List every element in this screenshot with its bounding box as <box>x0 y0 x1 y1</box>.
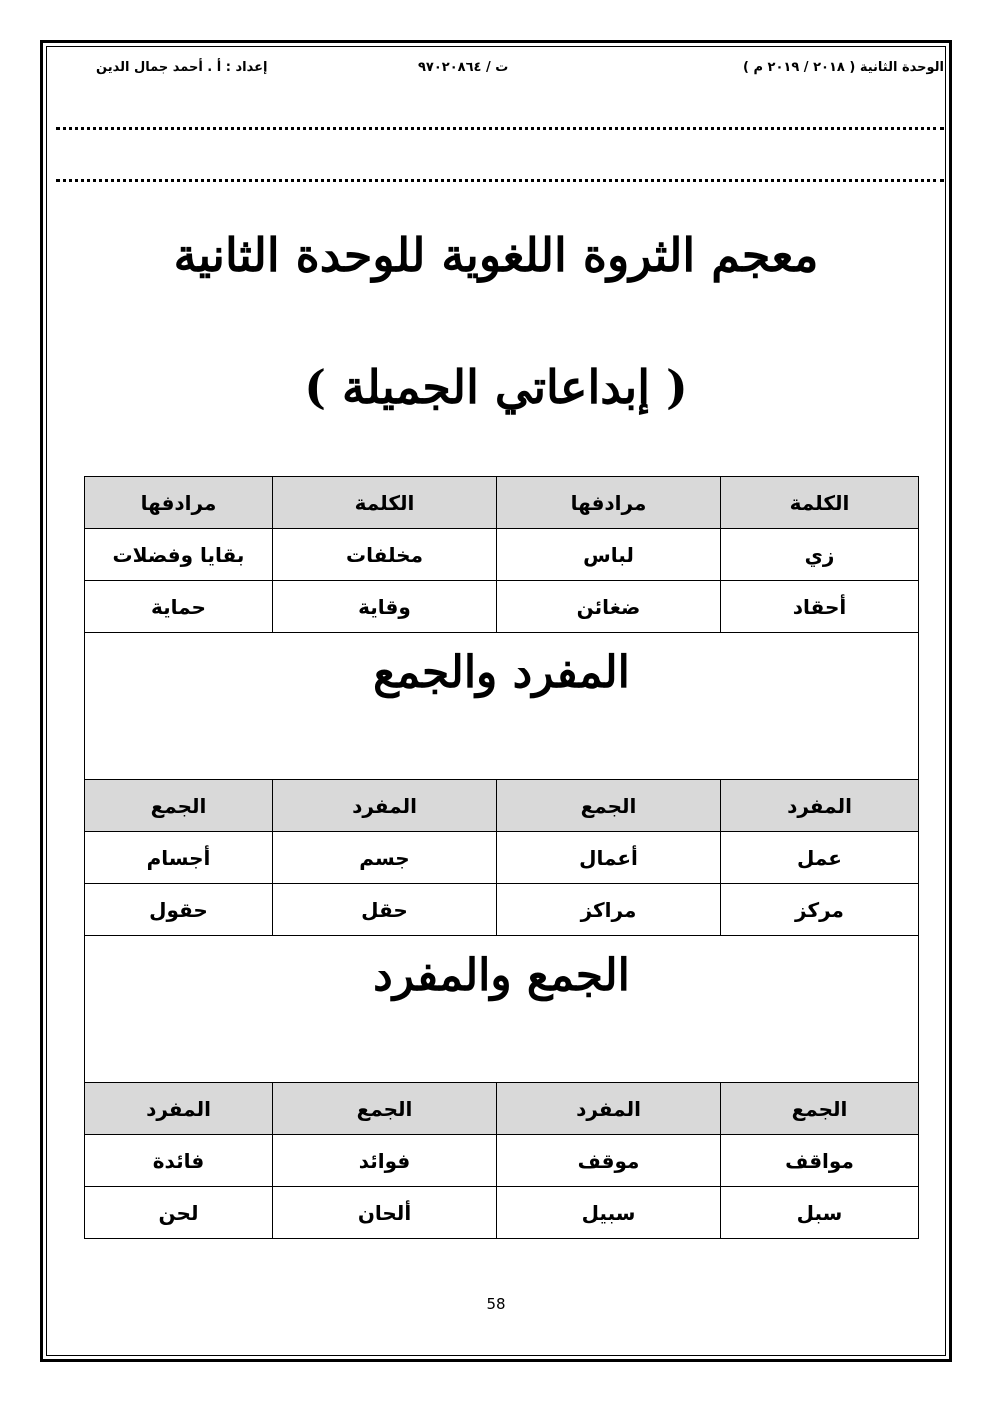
section-row <box>85 936 919 1083</box>
header-cell: الجمع <box>273 1083 497 1135</box>
header-cell: الكلمة <box>273 477 497 529</box>
table-cell: موقف <box>497 1135 721 1187</box>
table-cell: لحن <box>85 1187 273 1239</box>
header-author-label: إعداد : أ . أحمد جمال الدين <box>96 60 268 75</box>
header-cell: المفرد <box>85 1083 273 1135</box>
dotted-line-2 <box>56 179 944 182</box>
table-cell: أحقاد <box>721 581 919 633</box>
table-cell: سبل <box>721 1187 919 1239</box>
section-row <box>85 633 919 780</box>
table-cell: ضغائن <box>497 581 721 633</box>
header-cell: المفرد <box>721 780 919 832</box>
page-number: 58 <box>486 1295 506 1313</box>
synonyms-header-row <box>85 477 919 529</box>
table-cell: فوائد <box>273 1135 497 1187</box>
table-cell: أعمال <box>497 832 721 884</box>
table-row <box>85 884 919 936</box>
table-cell: وقاية <box>273 581 497 633</box>
page-title: معجم الثروة اللغوية للوحدة الثانية <box>173 228 819 282</box>
table-cell: بقايا وفضلات <box>85 529 273 581</box>
table-row <box>85 529 919 581</box>
header-cell: الجمع <box>721 1083 919 1135</box>
table-cell: حقل <box>273 884 497 936</box>
table-cell: مواقف <box>721 1135 919 1187</box>
table-cell: حماية <box>85 581 273 633</box>
table-cell: مراكز <box>497 884 721 936</box>
vocabulary-table <box>84 476 919 1239</box>
table-cell: مركز <box>721 884 919 936</box>
header-cell: الجمع <box>497 780 721 832</box>
table-row <box>85 1187 919 1239</box>
table-cell: سبيل <box>497 1187 721 1239</box>
table-cell: حقول <box>85 884 273 936</box>
table-cell: زي <box>721 529 919 581</box>
table-row <box>85 1135 919 1187</box>
table-cell: مخلفات <box>273 529 497 581</box>
table-row <box>85 832 919 884</box>
table-cell: عمل <box>721 832 919 884</box>
table-cell: فائدة <box>85 1135 273 1187</box>
header-cell: مرادفها <box>85 477 273 529</box>
table-cell: جسم <box>273 832 497 884</box>
section-title-plural-singular: الجمع والمفرد <box>85 936 919 1083</box>
header-cell: الجمع <box>85 780 273 832</box>
header-cell: المفرد <box>497 1083 721 1135</box>
singular-plural-header-row <box>85 780 919 832</box>
table-row <box>85 581 919 633</box>
table-cell: لباس <box>497 529 721 581</box>
header-cell: المفرد <box>273 780 497 832</box>
header-unit-label: الوحدة الثانية ( ٢٠١٨ / ٢٠١٩ م ) <box>742 60 944 75</box>
header-cell: مرادفها <box>497 477 721 529</box>
plural-singular-header-row <box>85 1083 919 1135</box>
header-phone-label: ت / ٩٧٠٢٠٨٦٤ <box>418 60 509 75</box>
table-cell: أجسام <box>85 832 273 884</box>
page-subtitle: ( إبداعاتي الجميلة ) <box>304 360 688 414</box>
section-title-singular-plural: المفرد والجمع <box>85 633 919 780</box>
dotted-line-1 <box>56 127 944 130</box>
table-cell: ألحان <box>273 1187 497 1239</box>
header-cell: الكلمة <box>721 477 919 529</box>
